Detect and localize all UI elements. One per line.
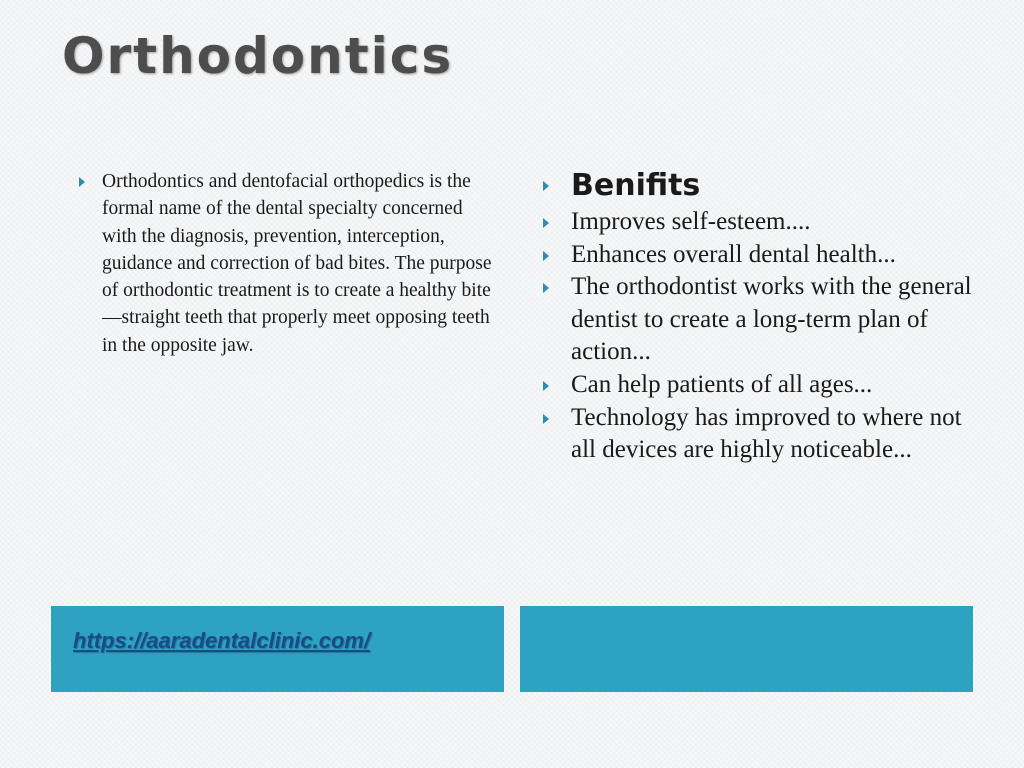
benefit-text: Can help patients of all ages...: [571, 370, 873, 398]
benefit-item: [543, 206, 983, 239]
benefits-list: [543, 166, 983, 467]
benefit-text: Improves self-esteem....: [571, 208, 811, 235]
benefit-item: [543, 239, 983, 272]
benefits-column: [543, 166, 983, 467]
bullet-arrow-icon: [543, 181, 549, 191]
bullet-arrow-icon: [543, 251, 549, 261]
footer-right-panel: [520, 606, 973, 692]
benefit-item: [543, 402, 983, 467]
bullet-arrow-icon: [543, 381, 549, 391]
bullet-arrow-icon: [543, 283, 549, 293]
intro-column: [74, 168, 494, 359]
footer-left-panel: [51, 606, 504, 692]
benefit-item: [543, 271, 983, 369]
benefits-heading-item: [543, 166, 983, 206]
intro-paragraph: [74, 168, 494, 359]
benefits-heading: Benifits: [571, 168, 701, 203]
bullet-arrow-icon: [79, 177, 85, 187]
benefit-text: Enhances overall dental health...: [571, 240, 896, 268]
bullet-arrow-icon: [543, 218, 549, 228]
bullet-arrow-icon: [543, 414, 549, 424]
slide-title: Orthodontics: [62, 27, 454, 85]
clinic-website-link[interactable]: https://aaradentalclinic.com/: [73, 628, 371, 653]
benefit-item: [543, 369, 983, 402]
benefit-text: Technology has improved to where not all devices are highly noticeable...: [571, 403, 962, 464]
benefit-text: The orthodontist works with the general dentist to create a long-term plan of action...: [571, 273, 972, 366]
intro-text: Orthodontics and dentofacial orthopedics is the formal name of the dental specialty concerned with the diagnosis, prevention, interception, guidance and correction of bad bites. The purpose of orthodontic treatment is to create a healthy bite—straight teeth that properly meet opposing teeth in the opposite jaw.: [102, 171, 492, 356]
intro-list: [74, 168, 494, 359]
